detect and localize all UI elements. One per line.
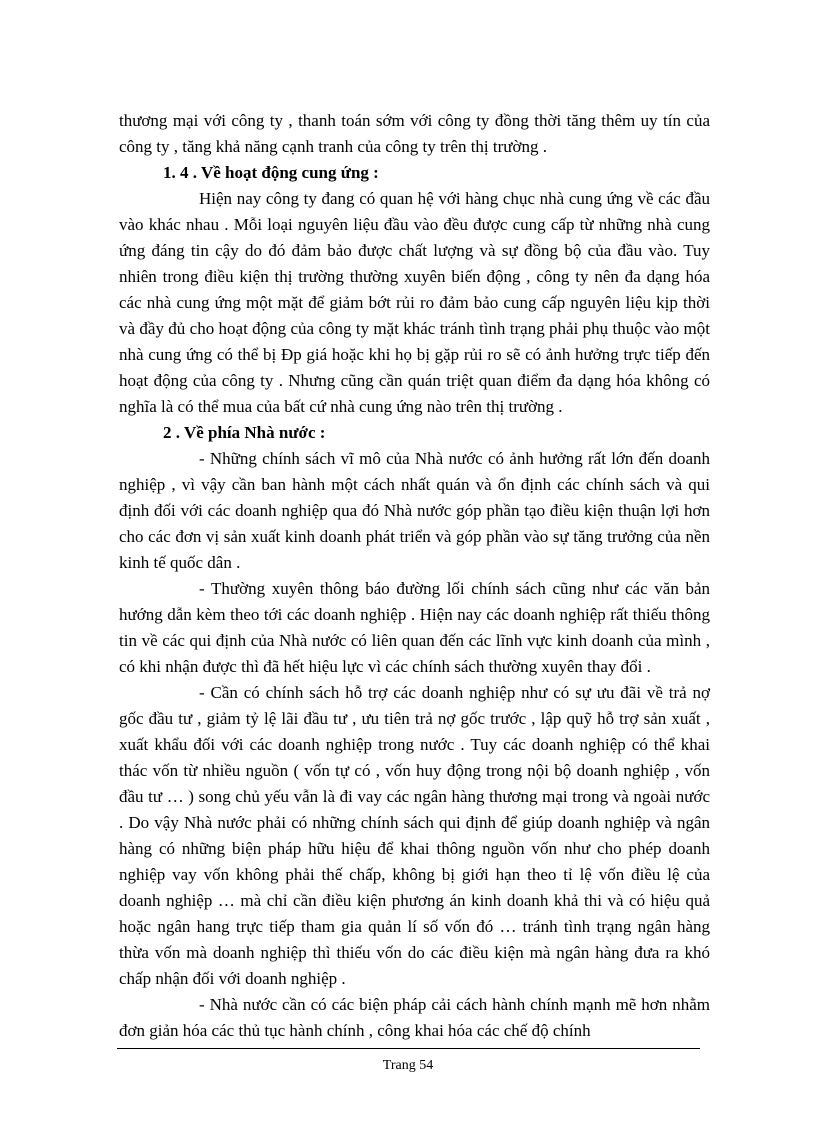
paragraph-policy-info: - Thường xuyên thông báo đường lối chính sách cũng như các văn bản hướng dẫn kèm theo tới các doanh nghiệp . Hiện nay các doanh nghiệp rất thiếu thông tin về các qui định của Nhà nước có liên quan đến các lĩnh vực kinh doanh của mình , có khi nhận được thì đã hết hiệu lực vì các chính sách thường xuyên thay đổi .: [119, 579, 710, 676]
section-heading-2: 2 . Về phía Nhà nước :: [163, 423, 326, 442]
footer-divider: [117, 1048, 700, 1049]
paragraph-support-policy: - Cần có chính sách hỗ trợ các doanh nghiệp như có sự ưu đãi về trả nợ gốc đầu tư , giảm tỷ lệ lãi đầu tư , ưu tiên trả nợ gốc trước , lập quỹ hỗ trợ sản xuất , xuất khẩu đối với các doanh nghiệp trong nước . Tuy các doanh nghiệp có thể khai thác vốn từ nhiều nguồn ( vốn tự có , vốn huy động trong nội bộ doanh nghiệp , vốn đầu tư … ) song chủ yếu vẫn là đi vay các ngân hàng thương mại trong và ngoài nước . Do vậy Nhà nước phải có những chính sách qui định để giúp doanh nghiệp và ngân hàng có những biện pháp hữu hiệu để khai thông nguồn vốn như cho phép doanh nghiệp vay vốn không phải thế chấp, không bị giới hạn theo tỉ lệ vốn điều lệ của doanh nghiệp … mà chỉ cần điều kiện phương án kinh doanh khả thi và có hiệu quả hoặc ngân hang trực tiếp tham gia quản lí số vốn đó … tránh tình trạng ngân hàng thừa vốn mà doanh nghiệp thì thiếu vốn do các điều kiện mà ngân hàng đưa ra khó chấp nhận đối với doanh nghiệp .: [119, 683, 710, 988]
section-heading-1-4: 1. 4 . Về hoạt động cung ứng :: [163, 163, 379, 182]
paragraph-macro-policy: - Những chính sách vĩ mô của Nhà nước có ảnh hưởng rất lớn đến doanh nghiệp , vì vậy cần ban hành một cách nhất quán và ổn định các chính sách và qui định đối với các doanh nghiệp qua đó Nhà nước góp phần tạo điều kiện thuận lợi hơn cho các đơn vị sản xuất kinh doanh phát triển và góp phần vào sự tăng trưởng của nền kinh tế quốc dân .: [119, 449, 710, 572]
paragraph-admin-reform: - Nhà nước cần có các biện pháp cải cách hành chính mạnh mẽ hơn nhằm đơn giản hóa các thủ tục hành chính , công khai hóa các chế độ chính: [119, 995, 710, 1040]
paragraph-supply: Hiện nay công ty đang có quan hệ với hàng chục nhà cung ứng về các đầu vào khác nhau . Mỗi loại nguyên liệu đầu vào đều được cung cấp từ những nhà cung ứng đáng tin cậy do đó đảm bảo được chất lượng và sự đồng bộ của đầu vào. Tuy nhiên trong điều kiện thị trường thường xuyên biến động , công ty nên đa dạng hóa các nhà cung ứng một mặt để giảm bớt rủi ro đảm bảo cung cấp nguyên liệu kịp thời và đầy đủ cho hoạt động của công ty mặt khác tránh tình trạng phải phụ thuộc vào một nhà cung ứng có thể bị Ðp giá hoặc khi họ bị gặp rủi ro sẽ có ảnh hưởng trực tiếp đến hoạt động của công ty . Nhưng cũng cần quán triệt quan điểm đa dạng hóa không có nghĩa là có thể mua của bất cứ nhà cung ứng nào trên thị trường .: [119, 189, 710, 416]
paragraph-continuation: thương mại với công ty , thanh toán sớm với công ty đồng thời tăng thêm uy tín của công ty , tăng khả năng cạnh tranh của công ty trên thị trường .: [119, 111, 710, 156]
body-text: [119, 108, 710, 1044]
page-number: Trang 54: [382, 1058, 434, 1073]
